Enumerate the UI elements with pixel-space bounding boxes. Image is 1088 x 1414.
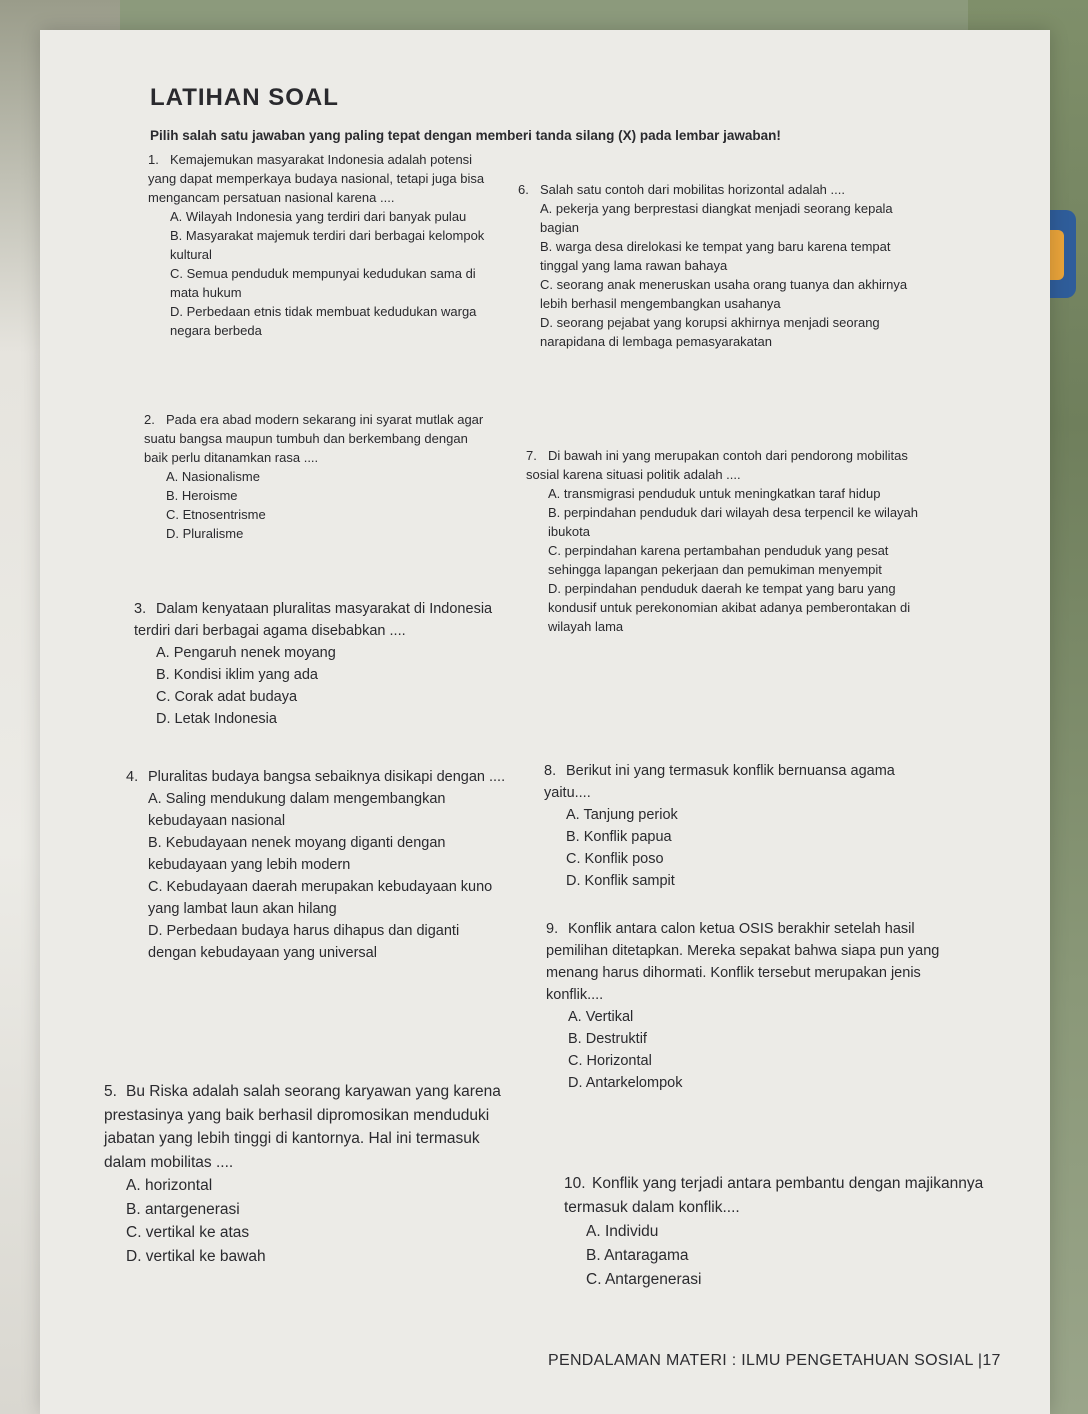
question-9-option-a[interactable]: A. Vertikal [568,1009,634,1025]
question-1-option-b[interactable]: B. Masyarakat majemuk terdiri dari berbagai kelompok kultural [170,228,485,262]
question-4-text: Pluralitas budaya bangsa sebaiknya disikapi dengan .... [148,769,506,785]
question-2-option-d[interactable]: D. Pluralisme [166,526,244,541]
question-2-option-c[interactable]: C. Etnosentrisme [166,507,266,522]
question-10-option-a[interactable]: A. Individu [586,1223,659,1240]
question-4-option-b[interactable]: B. Kebudayaan nenek moyang diganti dengan kebudayaan yang lebih modern [148,835,446,873]
question-10-text: Konflik yang terjadi antara pembantu dengan majikannya termasuk dalam konflik.... [564,1175,984,1216]
question-6-option-c[interactable]: C. seorang anak meneruskan usaha orang tuanya dan akhirnya lebih berhasil mengembangkan usahanya [540,277,908,311]
question-3: 3. Dalam kenyataan pluralitas masyarakat di Indonesia terdiri dari berbagai agama disebabkan .... A. Pengaruh nenek moyang B. Kondisi iklim yang ada C. Corak adat budaya D. Letak Indonesia [134,598,494,730]
question-1-option-a[interactable]: A. Wilayah Indonesia yang terdiri dari banyak pulau [170,209,467,224]
question-9-option-d[interactable]: D. Antarkelompok [568,1075,683,1091]
question-6-option-a[interactable]: A. pekerja yang berprestasi diangkat menjadi seorang kepala bagian [540,201,893,235]
question-7-option-a[interactable]: A. transmigrasi penduduk untuk meningkatkan taraf hidup [548,486,881,501]
question-1-text: Kemajemukan masyarakat Indonesia adalah potensi yang dapat memperkaya budaya nasional, tetapi juga bisa mengancam persatuan nasional karena .... [148,152,485,205]
question-10-option-b[interactable]: B. Antaragama [586,1247,689,1264]
question-7-text: Di bawah ini yang merupakan contoh dari pendorong mobilitas sosial karena situasi politik adalah .... [526,448,908,482]
question-5-text: Bu Riska adalah salah seorang karyawan yang karena prestasinya yang baik berhasil dipromosikan menduduki jabatan yang lebih tinggi di kantornya. Hal ini termasuk dalam mobilitas .... [104,1083,501,1171]
question-2-option-b[interactable]: B. Heroisme [166,488,238,503]
question-9-option-b[interactable]: B. Destruktif [568,1031,647,1047]
question-10-option-c[interactable]: C. Antargenerasi [586,1271,702,1288]
question-8-option-c[interactable]: C. Konflik poso [566,851,664,867]
question-9-text: Konflik antara calon ketua OSIS berakhir setelah hasil pemilihan ditetapkan. Mereka sepakat bahwa siapa pun yang menang harus dihormati. Konflik tersebut merupakan jenis konflik.... [546,921,940,1003]
question-8-option-d[interactable]: D. Konflik sampit [566,873,675,889]
question-1: 1. Kemajemukan masyarakat Indonesia adalah potensi yang dapat memperkaya budaya nasional, tetapi juga bisa mengancam persatuan nasional karena .... A. Wilayah Indonesia yang terdiri dari banyak pulau B. Masyarakat majemuk terdiri dari berbagai kelompok kultural C. Semua penduduk mempunyai kedudukan sama di mata hukum D. Perbedaan etnis tidak membuat kedudukan warga negara berbeda [148,150,498,340]
question-8-option-b[interactable]: B. Konflik papua [566,829,672,845]
question-6-option-b[interactable]: B. warga desa direlokasi ke tempat yang baru karena tempat tinggal yang lama rawan bahaya [540,239,891,273]
question-8: 8. Berikut ini yang termasuk konflik bernuansa agama yaitu.... A. Tanjung periok B. Konflik papua C. Konflik poso D. Konflik sampit [544,760,944,892]
question-6: 6. Salah satu contoh dari mobilitas horizontal adalah .... A. pekerja yang berprestasi diangkat menjadi seorang kepala bagian B. warga desa direlokasi ke tempat yang baru karena tempat tinggal yang lama rawan bahaya C. seorang anak meneruskan usaha orang tuanya dan akhirnya lebih berhasil mengembangkan usahanya D. seorang pejabat yang korupsi akhirnya menjadi seorang narapidana di lembaga pemasyarakatan [518,180,910,351]
question-2-option-a[interactable]: A. Nasionalisme [166,469,260,484]
question-6-option-d[interactable]: D. seorang pejabat yang korupsi akhirnya menjadi seorang narapidana di lembaga pemasyarakatan [540,315,880,349]
question-6-text: Salah satu contoh dari mobilitas horizontal adalah .... [540,182,845,197]
question-5-option-d[interactable]: D. vertikal ke bawah [126,1247,266,1265]
question-5-option-a[interactable]: A. horizontal [126,1177,213,1194]
question-3-option-a[interactable]: A. Pengaruh nenek moyang [156,645,336,661]
question-4-option-d[interactable]: D. Perbedaan budaya harus dihapus dan diganti dengan kebudayaan yang universal [148,923,460,961]
question-9-option-c[interactable]: C. Horizontal [568,1053,652,1069]
question-10: 10. Konflik yang terjadi antara pembantu dengan majikannya termasuk dalam konflik.... A. Individu B. Antaragama C. Antargenerasi [564,1172,994,1292]
question-8-text: Berikut ini yang termasuk konflik bernuansa agama yaitu.... [544,763,895,801]
question-7-option-d[interactable]: D. perpindahan penduduk daerah ke tempat yang baru yang kondusif untuk perekonomian akibat adanya pemberontakan di wilayah lama [548,581,911,634]
question-8-option-a[interactable]: A. Tanjung periok [566,807,678,823]
question-3-option-d[interactable]: D. Letak Indonesia [156,711,277,727]
page-footer: PENDALAMAN MATERI : ILMU PENGETAHUAN SOSIAL |17 [548,1352,1001,1369]
question-4: 4. Pluralitas budaya bangsa sebaiknya disikapi dengan .... A. Saling mendukung dalam mengembangkan kebudayaan nasional B. Kebudayaan nenek moyang diganti dengan kebudayaan yang lebih modern C. Kebudayaan daerah merupakan kebudayaan kuno yang lambat laun akan hilang D. Perbedaan budaya harus dihapus dan diganti dengan kebudayaan yang universal [126,766,506,964]
question-2: 2. Pada era abad modern sekarang ini syarat mutlak agar suatu bangsa maupun tumbuh dan berkembang dengan baik perlu ditanamkan rasa .... A. Nasionalisme B. Heroisme C. Etnosentrisme D. Pluralisme [144,410,494,543]
question-5-option-b[interactable]: B. antargenerasi [126,1200,240,1218]
question-7-option-b[interactable]: B. perpindahan penduduk dari wilayah desa terpencil ke wilayah ibukota [548,505,919,539]
question-7-option-c[interactable]: C. perpindahan karena pertambahan penduduk yang pesat sehingga lapangan pekerjaan dan pemukiman menyempit [548,543,889,577]
question-5-option-c[interactable]: C. vertikal ke atas [126,1224,250,1241]
question-4-option-a[interactable]: A. Saling mendukung dalam mengembangkan kebudayaan nasional [148,791,446,829]
question-1-option-c[interactable]: C. Semua penduduk mempunyai kedudukan sama di mata hukum [170,266,476,300]
question-4-option-c[interactable]: C. Kebudayaan daerah merupakan kebudayaan kuno yang lambat laun akan hilang [148,879,493,917]
question-3-option-b[interactable]: B. Kondisi iklim yang ada [156,667,318,683]
instruction-text: Pilih salah satu jawaban yang paling tepat dengan memberi tanda silang (X) pada lembar jawaban! [150,128,781,143]
question-3-option-c[interactable]: C. Corak adat budaya [156,689,298,705]
question-7: 7. Di bawah ini yang merupakan contoh dari pendorong mobilitas sosial karena situasi politik adalah .... A. transmigrasi penduduk untuk meningkatkan taraf hidup B. perpindahan penduduk dari wilayah desa terpencil ke wilayah ibukota C. perpindahan karena pertambahan penduduk yang pesat sehingga lapangan pekerjaan dan pemukiman menyempit D. perpindahan penduduk daerah ke tempat yang baru yang kondusif untuk perekonomian akibat adanya pemberontakan di wilayah lama [526,446,922,636]
question-9: 9. Konflik antara calon ketua OSIS berakhir setelah hasil pemilihan ditetapkan. Mereka sepakat bahwa siapa pun yang menang harus dihormati. Konflik tersebut merupakan jenis konflik.... A. Vertikal B. Destruktif C. Horizontal D. Antarkelompok [546,918,946,1094]
question-2-text: Pada era abad modern sekarang ini syarat mutlak agar suatu bangsa maupun tumbuh dan berkembang dengan baik perlu ditanamkan rasa .... [144,412,484,465]
page-title: LATIHAN SOAL [150,84,339,111]
question-1-option-d[interactable]: D. Perbedaan etnis tidak membuat kedudukan warga negara berbeda [170,304,477,338]
question-5: 5. Bu Riska adalah salah seorang karyawan yang karena prestasinya yang baik berhasil dipromosikan menduduki jabatan yang lebih tinggi di kantornya. Hal ini termasuk dalam mobilitas .... A. horizontal B. antargenerasi C. vertikal ke atas D. vertikal ke bawah [104,1080,519,1268]
question-3-text: Dalam kenyataan pluralitas masyarakat di Indonesia terdiri dari berbagai agama disebabkan .... [134,601,493,639]
